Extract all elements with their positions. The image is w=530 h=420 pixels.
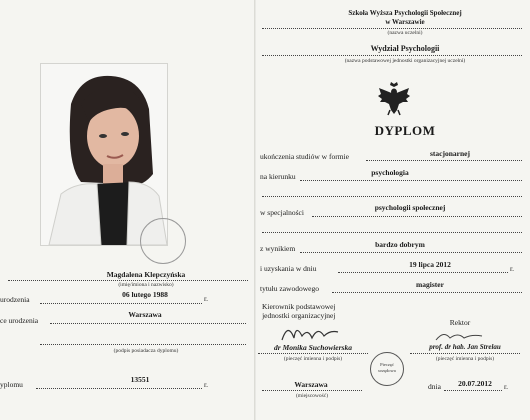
holder-name-line: [8, 280, 248, 281]
birth-place: Warszawa: [128, 310, 162, 319]
birth-date-line: [40, 303, 202, 304]
obtained-suffix: r.: [510, 264, 514, 273]
degree-value: magister: [416, 280, 444, 289]
head-label-line2: jednostki organizacyjnej: [262, 311, 336, 320]
specialty-label: w specjalności: [260, 208, 304, 217]
diploma-number: 13551: [130, 375, 150, 384]
diploma-number-suffix: r.: [204, 380, 208, 389]
official-stamp: [370, 352, 404, 386]
school-name-line1: Szkoła Wyższa Psychologii Społecznej: [348, 9, 462, 17]
department-line: [262, 55, 522, 56]
department-name: Wydział Psychologii: [370, 44, 440, 53]
diploma-number-line: [36, 388, 202, 389]
department-caption: (nazwa podstawowej jednostki organizacyjnej uczelni): [344, 58, 466, 64]
page-fold: [254, 0, 256, 420]
form-value: stacjonarnej: [430, 149, 470, 158]
issue-date-label: dnia: [428, 382, 441, 391]
result-line: [300, 252, 522, 253]
form-line: [366, 160, 522, 161]
eagle-emblem-icon: [377, 80, 411, 116]
rector-signature-line: [410, 353, 520, 354]
result-value: bardzo dobrym: [375, 240, 425, 249]
school-name-line: [262, 28, 522, 29]
school-name-line2: w Warszawie: [385, 18, 425, 26]
birth-date-label: urodzenia: [0, 295, 30, 304]
obtained-label: i uzyskania w dniu: [260, 264, 317, 273]
degree-line: [332, 292, 522, 293]
rector-name: prof. dr hab. Jan Strelau: [429, 343, 501, 351]
birth-date-suffix: r.: [204, 294, 208, 303]
embossed-seal: [140, 218, 186, 264]
field-extra-line: [262, 196, 522, 197]
document-title: DYPLOM: [374, 123, 436, 138]
issue-date-line: [444, 390, 502, 391]
degree-label: tytułu zawodowego: [260, 284, 319, 293]
specialty-line: [312, 216, 522, 217]
head-signature-line: [258, 353, 368, 354]
field-label: na kierunku: [260, 172, 296, 181]
holder-photo: [40, 63, 168, 246]
head-signature-icon: [278, 318, 348, 346]
holder-name: Magdalena Klepczyńska: [106, 270, 186, 279]
obtained-date: 19 lipca 2012: [409, 260, 451, 269]
rector-signature-icon: [430, 326, 490, 344]
school-name: [290, 9, 520, 27]
portrait-image: [41, 64, 167, 245]
holder-name-caption: (imię/imiona i nazwisko): [118, 282, 174, 288]
field-line: [300, 180, 522, 181]
head-label-line1: Kierownik podstawowej: [262, 302, 336, 311]
diploma-number-label: yplomu: [0, 380, 23, 389]
specialty-value: psychologii społecznej: [374, 203, 446, 212]
rector-caption: (pieczęć imienna i podpis): [435, 356, 495, 362]
issue-place: Warszawa: [294, 380, 328, 389]
stamp-text-line1: Pieczęć: [380, 362, 394, 367]
holder-signature-caption: (podpis posiadacza dyplomu): [113, 348, 179, 354]
birth-place-line: [50, 323, 246, 324]
head-caption: (pieczęć imienna i podpis): [283, 356, 343, 362]
form-label: ukończenia studiów w formie: [260, 152, 349, 161]
issue-place-line: [262, 390, 362, 391]
official-stamp-text: [371, 362, 403, 374]
head-name: dr Monika Suchowierska: [274, 343, 352, 352]
birth-date: 06 lutego 1988: [122, 290, 168, 299]
field-value: psychologia: [371, 168, 409, 177]
result-label: z wynikiem: [260, 244, 296, 253]
specialty-extra-line: [262, 232, 522, 233]
stamp-text-line2: urzędowa: [378, 368, 396, 373]
issue-place-caption: (miejscowość): [295, 393, 329, 399]
obtained-line: [338, 272, 508, 273]
holder-signature-line: [40, 344, 246, 345]
birth-place-label: ce urodzenia: [0, 316, 39, 325]
school-name-caption: (nazwa uczelni): [387, 30, 423, 36]
issue-date-suffix: r.: [504, 382, 508, 391]
rector-label: Rektor: [449, 318, 471, 327]
issue-date: 20.07.2012: [458, 379, 492, 388]
